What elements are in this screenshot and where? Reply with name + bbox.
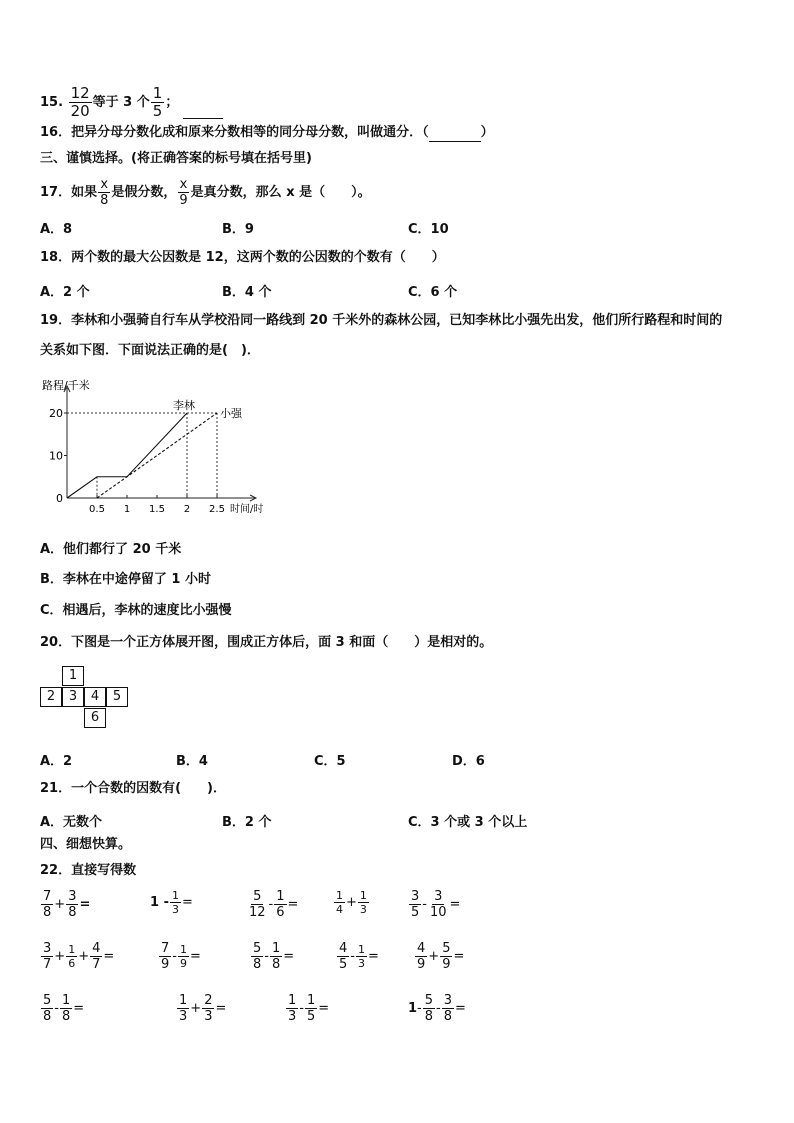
calc-r2-2: $\frac{7}{9}$ - $\frac{1}{9}$ = [161, 941, 201, 972]
q18-option-c[interactable]: C．6 个 [408, 285, 458, 300]
q20-option-a[interactable]: A．2 [40, 754, 73, 769]
question-number: 15. [40, 95, 64, 110]
x-tick-label: 2.5 [209, 504, 225, 515]
calc-r1-1: $\frac{7}{8}$ + $\frac{3}{8}$ = [43, 889, 91, 920]
q17-option-a[interactable]: A．8 [40, 222, 73, 237]
calc-r1-2: 1 - $\frac{1}{3}$ = [150, 889, 193, 916]
question-15: 15. $\frac{12}{20}$ 等于 3 个 $\frac{1}{5}$ ； [40, 86, 223, 119]
series-label: 小强 [220, 407, 242, 420]
guide-lines [67, 413, 217, 498]
answer-blank[interactable] [429, 141, 481, 142]
calc-r2-1: $\frac{3}{7}$ + $\frac{1}{6}$ + $\frac{4}{7}$ = [43, 941, 115, 972]
q21-option-b[interactable]: B．2 个 [222, 815, 272, 830]
calc-r1-4: $\frac{1}{4}$ + $\frac{1}{3}$ [336, 889, 367, 916]
y-tick-label: 0 [56, 492, 63, 505]
series-line-小强 [97, 413, 217, 498]
face-1: 1 [62, 666, 84, 686]
q19-option-c[interactable]: C．相遇后，李林的速度比小强慢 [40, 603, 232, 618]
q20-option-c[interactable]: C．5 [314, 754, 346, 769]
face-3: 3 [62, 687, 84, 707]
q18-option-a[interactable]: A．2 个 [40, 285, 90, 300]
tick-labels [49, 407, 225, 515]
calc-r2-4: $\frac{4}{5}$ - $\frac{1}{3}$ = [339, 941, 379, 972]
calc-r3-3: $\frac{1}{3}$ - $\frac{1}{5}$ = [288, 993, 330, 1024]
x-axis-label: 时间/时 [230, 504, 264, 515]
fraction-1-5: $\frac{1}{5}$ [152, 84, 163, 120]
question-16: 16．把异分母分数化成和原来分数相等的同分母分数，叫做通分．（ ） [40, 125, 494, 140]
calc-r3-4: 1 - $\frac{5}{8}$ - $\frac{3}{8}$ = [408, 993, 466, 1024]
section-3-title: 三、谨慎选择。(将正确答案的标号填在括号里) [40, 151, 312, 166]
q19-option-a[interactable]: A．他们都行了 20 千米 [40, 542, 182, 557]
question-18: 18．两个数的最大公因数是 12，这两个数的公因数的个数有（ ） [40, 250, 445, 265]
answer-blank[interactable] [183, 118, 223, 119]
calc-r3-2: $\frac{1}{3}$ + $\frac{2}{3}$ = [179, 993, 227, 1024]
fraction-x-8: $\frac{x}{8}$ [100, 177, 109, 208]
x-tick-label: 1 [123, 504, 131, 515]
q17-option-b[interactable]: B．9 [222, 222, 254, 237]
question-17: 17．如果 $\frac{x}{8}$ 是假分数， $\frac{x}{9}$ 是真分数，那么 x 是（ ）。 [40, 177, 371, 208]
face-5: 5 [106, 687, 128, 707]
face-2: 2 [40, 687, 62, 707]
calc-r2-3: $\frac{5}{8}$ - $\frac{1}{8}$ = [253, 941, 295, 972]
calc-r1-5: $\frac{3}{5}$ - $\frac{3}{10}$ = [411, 889, 461, 920]
question-20: 20．下图是一个正方体展开图，围成正方体后，面 3 和面（ ）是相对的。 [40, 635, 493, 650]
q18-option-b[interactable]: B．4 个 [222, 285, 272, 300]
face-4: 4 [84, 687, 106, 707]
question-19-line-1: 19．李林和小强骑自行车从学校沿同一路线到 20 千米外的森林公园，已知李林比小强先出发，他们所行路程和时间的 [40, 313, 723, 328]
calc-r1-3: $\frac{5}{12}$ - $\frac{1}{6}$ = [249, 889, 299, 920]
question-21: 21．一个合数的因数有( )． [40, 781, 226, 796]
y-tick-label: 20 [49, 407, 63, 420]
q17-option-c[interactable]: C．10 [408, 222, 449, 237]
calc-r3-1: $\frac{5}{8}$ - $\frac{1}{8}$ = [43, 993, 85, 1024]
q21-option-c[interactable]: C．3 个或 3 个以上 [408, 815, 528, 830]
y-axis-label: 路程/千米 [42, 379, 90, 392]
question-22-title: 22．直接写得数 [40, 863, 137, 878]
face-6: 6 [84, 708, 106, 728]
x-tick-label: 1.5 [149, 504, 165, 515]
calc-r2-5: $\frac{4}{9}$ + $\frac{5}{9}$ = [417, 941, 465, 972]
fraction-x-9: $\frac{x}{9}$ [179, 177, 188, 208]
q19-option-b[interactable]: B．李林在中途停留了 1 小时 [40, 572, 212, 587]
axes [64, 386, 256, 501]
q20-option-d[interactable]: D．6 [452, 754, 485, 769]
section-4-title: 四、细想快算。 [40, 837, 132, 852]
question-19-line-2: 关系如下图．下面说法正确的是( )． [40, 343, 260, 358]
series-label: 李林 [173, 399, 195, 412]
series-line-李林 [67, 413, 187, 498]
x-tick-label: 2 [183, 504, 191, 515]
q20-option-b[interactable]: B．4 [176, 754, 208, 769]
distance-time-chart [38, 372, 288, 522]
y-tick-label: 10 [49, 449, 63, 463]
q21-option-a[interactable]: A．无数个 [40, 815, 103, 830]
fraction-12-20: $\frac{12}{20}$ [70, 84, 90, 120]
x-tick-label: 0.5 [89, 504, 105, 515]
